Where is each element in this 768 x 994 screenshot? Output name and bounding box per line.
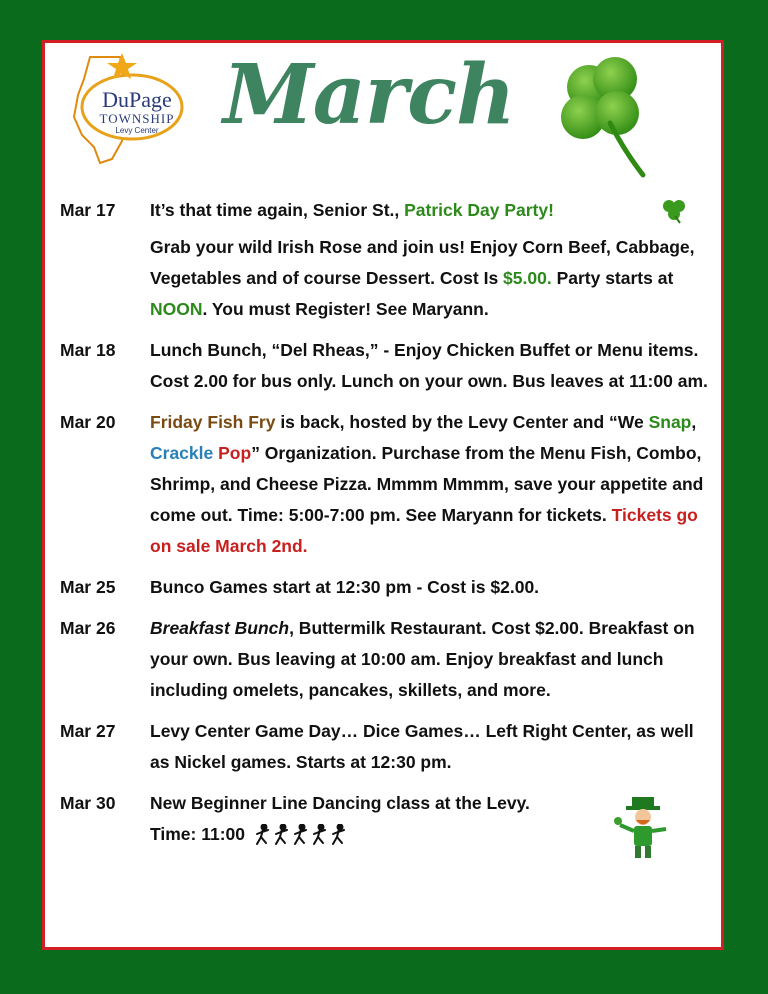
shamrock-icon — [555, 57, 665, 183]
event-mar17 — [60, 195, 710, 325]
event-line — [150, 819, 710, 850]
event-line — [150, 195, 710, 226]
event-highlight: Patrick Day Party! — [404, 200, 554, 220]
event-line — [150, 232, 710, 325]
logo-line1: DuPage — [102, 87, 172, 112]
event-description: Levy Center Game Day… Dice Games… Left Right Center, as well as Nickel games. Starts at 12:30 pm. — [150, 721, 694, 772]
event-date: Mar 17 — [60, 200, 116, 220]
event-highlight: Crackle — [150, 443, 214, 463]
event-mar30 — [60, 788, 710, 850]
event-mar27 — [60, 716, 710, 778]
page-title: March — [223, 47, 515, 143]
event-highlight: Friday Fish Fry — [150, 412, 276, 432]
event-text: . You must Register! See Maryann. — [202, 299, 489, 319]
event-description — [150, 613, 710, 706]
event-text: Time: 11:00 — [150, 824, 246, 844]
event-text: It’s that time again, Senior St., — [150, 200, 405, 220]
event-time: NOON — [150, 299, 203, 319]
event-description — [150, 195, 710, 325]
event-description: Bunco Games start at 12:30 pm - Cost is $2.00. — [150, 577, 540, 597]
event-mar25 — [60, 572, 710, 603]
event-date: Mar 20 — [60, 412, 116, 432]
line-dancers-icon — [254, 824, 350, 846]
event-highlight: Pop — [218, 443, 252, 463]
event-date: Mar 30 — [60, 793, 116, 813]
event-date: Mar 18 — [60, 340, 116, 360]
logo-line2: TOWNSHIP — [99, 111, 175, 126]
event-description — [150, 407, 710, 562]
event-text: is back, hosted by the Levy Center and “We — [275, 412, 649, 432]
event-text: Party starts at — [551, 268, 674, 288]
event-mar20 — [60, 407, 710, 562]
event-highlight: Snap — [648, 412, 692, 432]
event-text: , Buttermilk Restaurant. Cost $2.00. Breakfast on your own. Bus leaving at 10:00 am. Enjoy breakfast and lunch including omelets, pancakes, skillets, and more. — [150, 618, 695, 700]
logo-line3: Levy Center — [115, 126, 159, 135]
event-line: New Beginner Line Dancing class at the Levy. — [150, 793, 530, 813]
dupage-township-logo — [60, 51, 192, 167]
event-mar26 — [60, 613, 710, 706]
event-highlight: Tickets go on sale March 2nd. — [150, 505, 698, 556]
event-date: Mar 26 — [60, 618, 116, 638]
event-price: $5.00. — [503, 268, 552, 288]
event-mar18 — [60, 335, 710, 397]
events-list — [60, 195, 710, 860]
flyer-page — [42, 40, 724, 950]
event-date: Mar 27 — [60, 721, 116, 741]
event-highlight: Breakfast Bunch — [150, 618, 290, 638]
event-text: Grab your wild Irish Rose and join us! Enjoy Corn Beef, Cabbage, Vegetables and of course Dessert. Cost Is — [150, 237, 695, 288]
event-description: Lunch Bunch, “Del Rheas,” - Enjoy Chicken Buffet or Menu items. Cost 2.00 for bus only. Lunch on your own. Bus leaves at 11:00 am. — [150, 340, 708, 391]
logo-text — [82, 89, 192, 135]
event-text: ” Organization. Purchase from the Menu Fish, Combo, Shrimp, and Cheese Pizza. Mmmm Mmmm, save your appetite and come out. Time: 5:00-7:00 pm. See Maryann for tickets. — [150, 443, 704, 525]
event-date: Mar 25 — [60, 577, 116, 597]
event-description — [150, 788, 710, 850]
event-text: , — [691, 412, 697, 432]
